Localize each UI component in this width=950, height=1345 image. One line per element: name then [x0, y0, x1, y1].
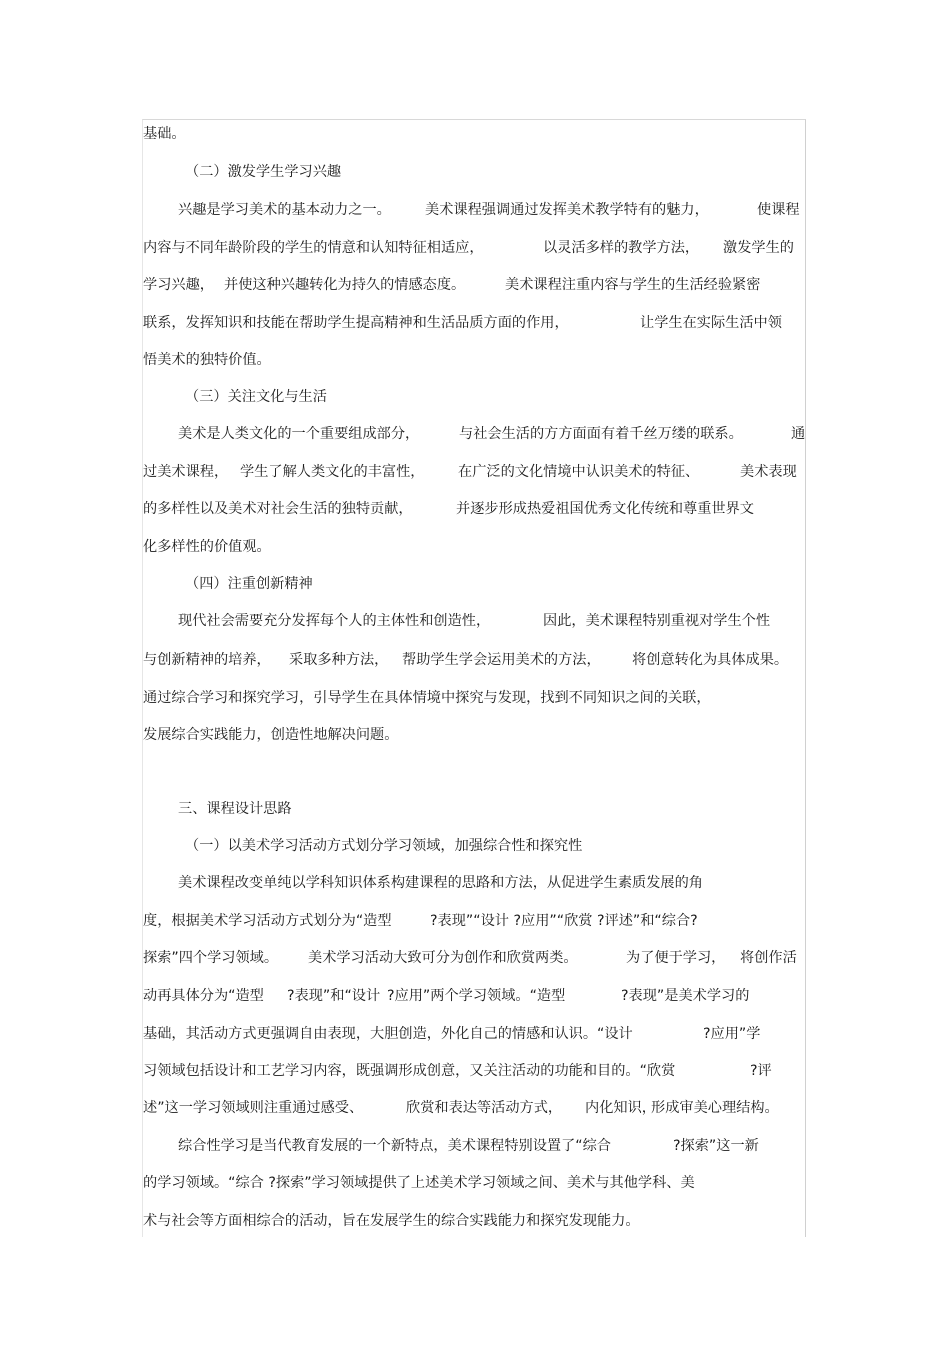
- s3-line-4-segment-4: ?表现”是美术学习的: [621, 988, 750, 1004]
- p3-line-2-segment-3: 在广泛的文化情境中认识美术的特征、: [458, 464, 700, 480]
- p4-line-2-segment-4: 将创意转化为具体成果。: [632, 652, 789, 668]
- p2-line-3-segment-1: 学习兴趣，: [143, 277, 214, 293]
- p4-line-2-segment-3: 帮助学生学会运用美术的方法，: [402, 652, 601, 668]
- s3-line-8-segment-1: 综合性学习是当代教育发展的一个新特点，美术课程特别设置了“综合: [178, 1138, 611, 1154]
- p2-line-1-segment-1: 兴趣是学习美术的基本动力之一。: [178, 202, 391, 218]
- s3-line-3-segment-2: 美术学习活动大致可分为创作和欣赏两类。: [308, 950, 578, 966]
- para-basics-end: 基础。: [143, 126, 186, 142]
- s3-line-7-segment-4: 形成审美心理结构。: [651, 1100, 779, 1116]
- s3-line-3-segment-4: 将创作活: [740, 950, 797, 966]
- s3-line-4-segment-3: ?应用”两个学习领域。“造型: [387, 988, 566, 1004]
- p3-line-4: 化多样性的价值观。: [143, 539, 271, 555]
- p2-line-1-segment-2: 美术课程强调通过发挥美术教学特有的魅力，: [425, 202, 709, 218]
- s3-line-6-segment-1: 习领域包括设计和工艺学习内容，既强调形成创意，又关注活动的功能和目的。“欣赏: [143, 1063, 676, 1079]
- p3-line-2-segment-1: 过美术课程，: [143, 464, 229, 480]
- heading-4-innovation: （四）注重创新精神: [185, 576, 313, 592]
- p4-line-1-segment-2: 因此，美术课程特别重视对学生个性: [543, 613, 771, 629]
- s3-line-7-segment-3: 内化知识，: [585, 1100, 656, 1116]
- heading-3-1-domains: （一）以美术学习活动方式划分学习领域，加强综合性和探究性: [185, 838, 583, 854]
- p2-line-2-segment-2: 以灵活多样的教学方法，: [543, 240, 700, 256]
- s3-line-10: 术与社会等方面相综合的活动，旨在发展学生的综合实践能力和探究发现能力。: [143, 1213, 640, 1229]
- s3-line-4-segment-2: ?表现”和“设计: [287, 988, 381, 1004]
- s3-line-2-segment-1: 度，根据美术学习活动方式划分为“造型: [143, 913, 392, 929]
- p2-line-5: 悟美术的独特价值。: [143, 352, 271, 368]
- p3-line-2-segment-2: 学生了解人类文化的丰富性，: [240, 464, 425, 480]
- p3-line-1-segment-3: 通: [791, 426, 806, 442]
- p3-line-2-segment-4: 美术表现: [740, 464, 797, 480]
- s3-line-9: 的学习领域。“综合 ?探索”学习领域提供了上述美术学习领域之间、美术与其他学科、美: [143, 1175, 695, 1191]
- s3-line-2-segment-2: ?表现”“设计 ?应用”“欣赏 ?评述”和“综合?: [430, 913, 698, 929]
- s3-line-5-segment-1: 基础，其活动方式更强调自由表现，大胆创造，外化自己的情感和认识。“设计: [143, 1026, 633, 1042]
- s3-line-6-segment-2: ?评: [750, 1063, 772, 1079]
- p2-line-3-segment-2: 并使这种兴趣转化为持久的情感态度。: [224, 277, 466, 293]
- s3-line-1: 美术课程改变单纯以学科知识体系构建课程的思路和方法，从促进学生素质发展的角: [178, 875, 703, 891]
- s3-line-7-segment-1: 述”这一学习领域则注重通过感受、: [143, 1100, 364, 1116]
- heading-2-interest: （二）激发学生学习兴趣: [185, 164, 342, 180]
- s3-line-3-segment-3: 为了便于学习，: [626, 950, 726, 966]
- s3-line-3-segment-1: 探索”四个学习领域。: [143, 950, 279, 966]
- p2-line-4-segment-1: 联系，发挥知识和技能在帮助学生提高精神和生活品质方面的作用，: [143, 315, 569, 331]
- p3-line-1-segment-2: 与社会生活的方方面面有着千丝万缕的联系。: [459, 426, 743, 442]
- p2-line-2-segment-1: 内容与不同年龄阶段的学生的情意和认知特征相适应，: [143, 240, 484, 256]
- p2-line-2-segment-3: 激发学生的: [723, 240, 794, 256]
- p3-line-3-segment-2: 并逐步形成热爱祖国优秀文化传统和尊重世界文: [456, 501, 754, 517]
- p3-line-3-segment-1: 的多样性以及美术对社会生活的独特贡献，: [143, 501, 413, 517]
- p4-line-2-segment-2: 采取多种方法，: [289, 652, 389, 668]
- heading-3-culture: （三）关注文化与生活: [185, 389, 327, 405]
- p2-line-1-segment-3: 使课程: [757, 202, 800, 218]
- p4-line-4: 发展综合实践能力，创造性地解决问题。: [143, 727, 399, 743]
- s3-line-8-segment-2: ?探索”这一新: [673, 1138, 759, 1154]
- p3-line-1-segment-1: 美术是人类文化的一个重要组成部分，: [178, 426, 420, 442]
- p4-line-1-segment-1: 现代社会需要充分发挥每个人的主体性和创造性，: [178, 613, 491, 629]
- s3-line-5-segment-2: ?应用”学: [703, 1026, 761, 1042]
- p4-line-3: 通过综合学习和探究学习，引导学生在具体情境中探究与发现，找到不同知识之间的关联，: [143, 690, 711, 706]
- p2-line-3-segment-3: 美术课程注重内容与学生的生活经验紧密: [505, 277, 761, 293]
- s3-line-7-segment-2: 欣赏和表达等活动方式，: [406, 1100, 563, 1116]
- section-3-title: 三、课程设计思路: [178, 801, 292, 817]
- p2-line-4-segment-2: 让学生在实际生活中领: [640, 315, 782, 331]
- s3-line-4-segment-1: 动再具体分为“造型: [143, 988, 264, 1004]
- p4-line-2-segment-1: 与创新精神的培养，: [143, 652, 271, 668]
